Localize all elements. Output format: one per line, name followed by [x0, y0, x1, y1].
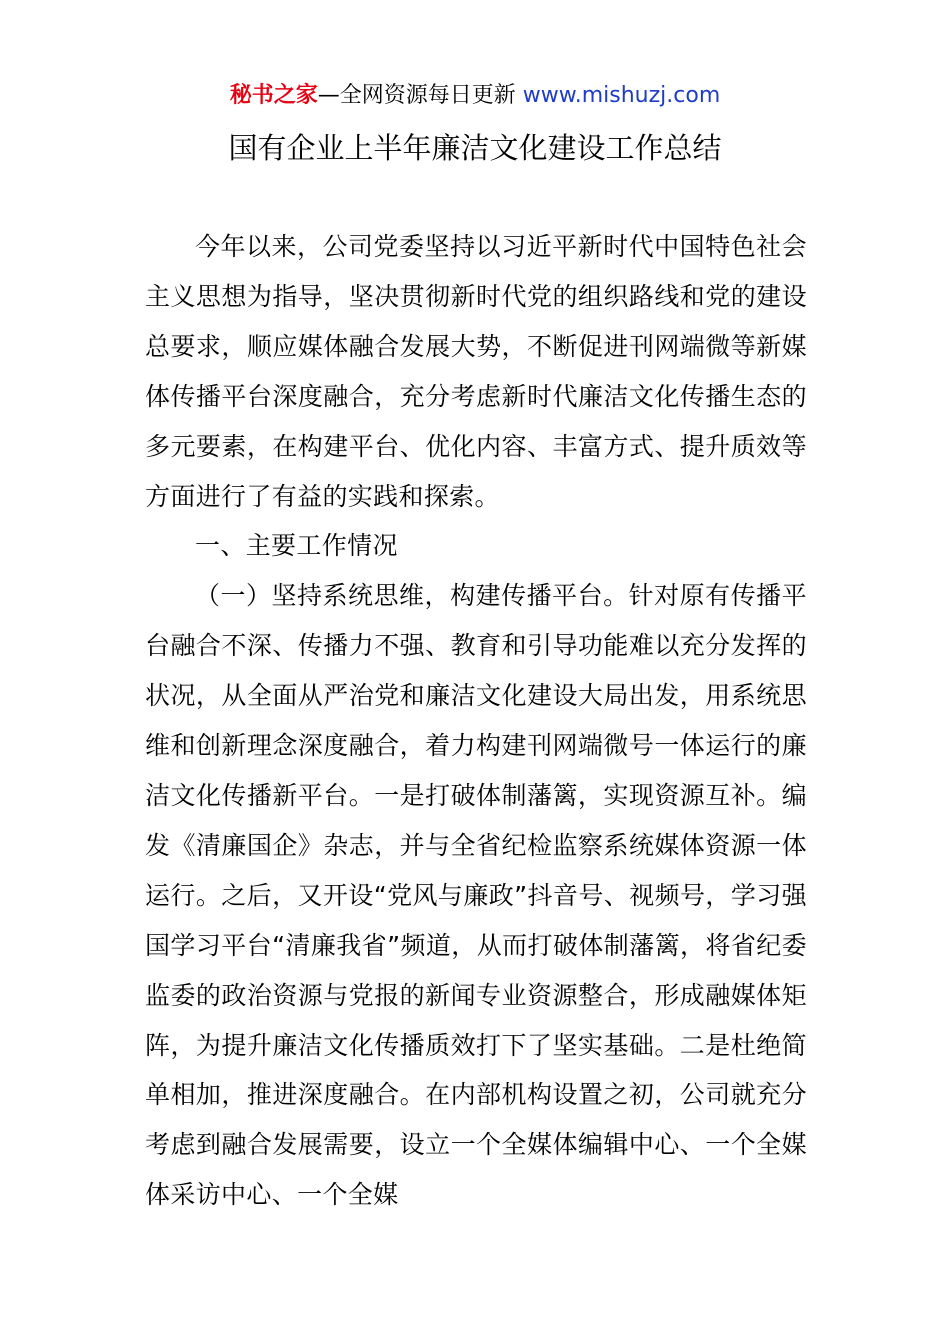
intro-paragraph: 今年以来，公司党委坚持以习近平新时代中国特色社会主义思想为指导，坚决贯彻新时代党的组织路线和党的建设总要求，顺应媒体融合发展大势，不断促进刊网端微等新媒体传播平台深度融合，充分考虑新时代廉洁文化传播生态的多元要素，在构建平台、优化内容、丰富方式、提升质效等方面进行了有益的实践和探索。	[145, 232, 807, 511]
header-slogan: —全网资源每日更新	[317, 83, 523, 108]
body-paragraph: （一）坚持系统思维，构建传播平台。针对原有传播平台融合不深、传播力不强、教育和引导功能难以充分发挥的状况，从全面从严治党和廉洁文化建设大局出发，用系统思维和创新理念深度融合，着力构建刊网端微号一体运行的廉洁文化传播新平台。一是打破体制藩篱，实现资源互补。编发《清廉国企》杂志，并与全省纪检监察系统媒体资源一体运行。之后，又开设“党风与廉政”抖音号、视频号，学习强国学习平台“清廉我省”频道，从而打破体制藩篱，将省纪委监委的政治资源与党报的新闻专业资源整合，形成融媒体矩阵，为提升廉洁文化传播质效打下了坚实基础。二是杜绝简单相加，推进深度融合。在内部机构设置之初，公司就充分考虑到融合发展需要，设立一个全媒体编辑中心、一个全媒体采访中心、一个全媒	[145, 581, 807, 1210]
document-title: 国有企业上半年廉洁文化建设工作总结	[228, 131, 722, 165]
site-url-link[interactable]: www.mishuzj.com	[522, 83, 721, 108]
site-header	[0, 78, 950, 114]
section-heading: 一、主要工作情况	[195, 531, 398, 561]
document-body	[145, 222, 807, 1220]
brand-name: 秘书之家	[229, 83, 318, 108]
